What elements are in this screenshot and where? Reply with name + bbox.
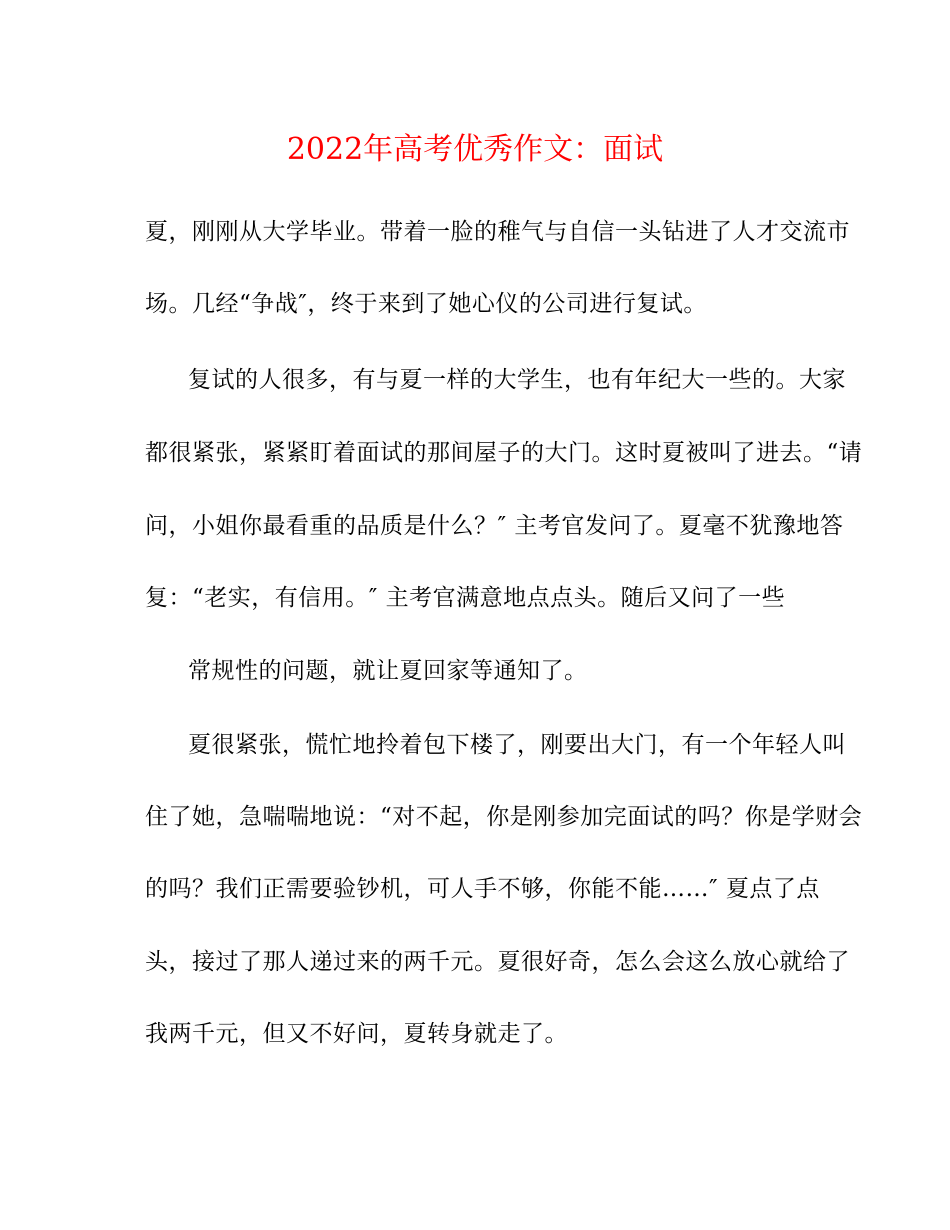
- paragraph-line: 头，接过了那人递过来的两千元。夏很好奇，怎么会这么放心就给了: [145, 949, 850, 975]
- paragraph-line: 场。几经“争战″，终于来到了她心仪的公司进行复试。: [145, 291, 707, 317]
- paragraph-line: 的吗？我们正需要验钞机，可人手不够，你能不能……″ 夏点了点: [145, 876, 820, 902]
- paragraph-line: 夏，刚刚从大学毕业。带着一脸的稚气与自信一头钻进了人才交流市: [145, 219, 850, 245]
- document-title: 2022年高考优秀作文：面试: [286, 132, 664, 167]
- paragraph-line: 问，小姐你最看重的品质是什么？″ 主考官发问了。夏毫不犹豫地答: [145, 513, 844, 539]
- paragraph-line: 复试的人很多，有与夏一样的大学生，也有年纪大一些的。大家: [188, 367, 846, 393]
- paragraph-line: 夏很紧张，慌忙地拎着包下楼了，刚要出大门，有一个年轻人叫: [188, 732, 846, 758]
- paragraph-line: 住了她，急喘喘地说：“对不起，你是刚参加完面试的吗？你是学财会: [145, 804, 863, 830]
- paragraph-line: 常规性的问题，就让夏回家等通知了。: [188, 658, 588, 684]
- paragraph-line: 复：“老实，有信用。″ 主考官满意地点点头。随后又问了一些: [145, 585, 786, 611]
- paragraph-line: 都很紧张，紧紧盯着面试的那间屋子的大门。这时夏被叫了进去。“请: [145, 440, 863, 466]
- paragraph-line: 我两千元，但又不好问，夏转身就走了。: [145, 1021, 568, 1047]
